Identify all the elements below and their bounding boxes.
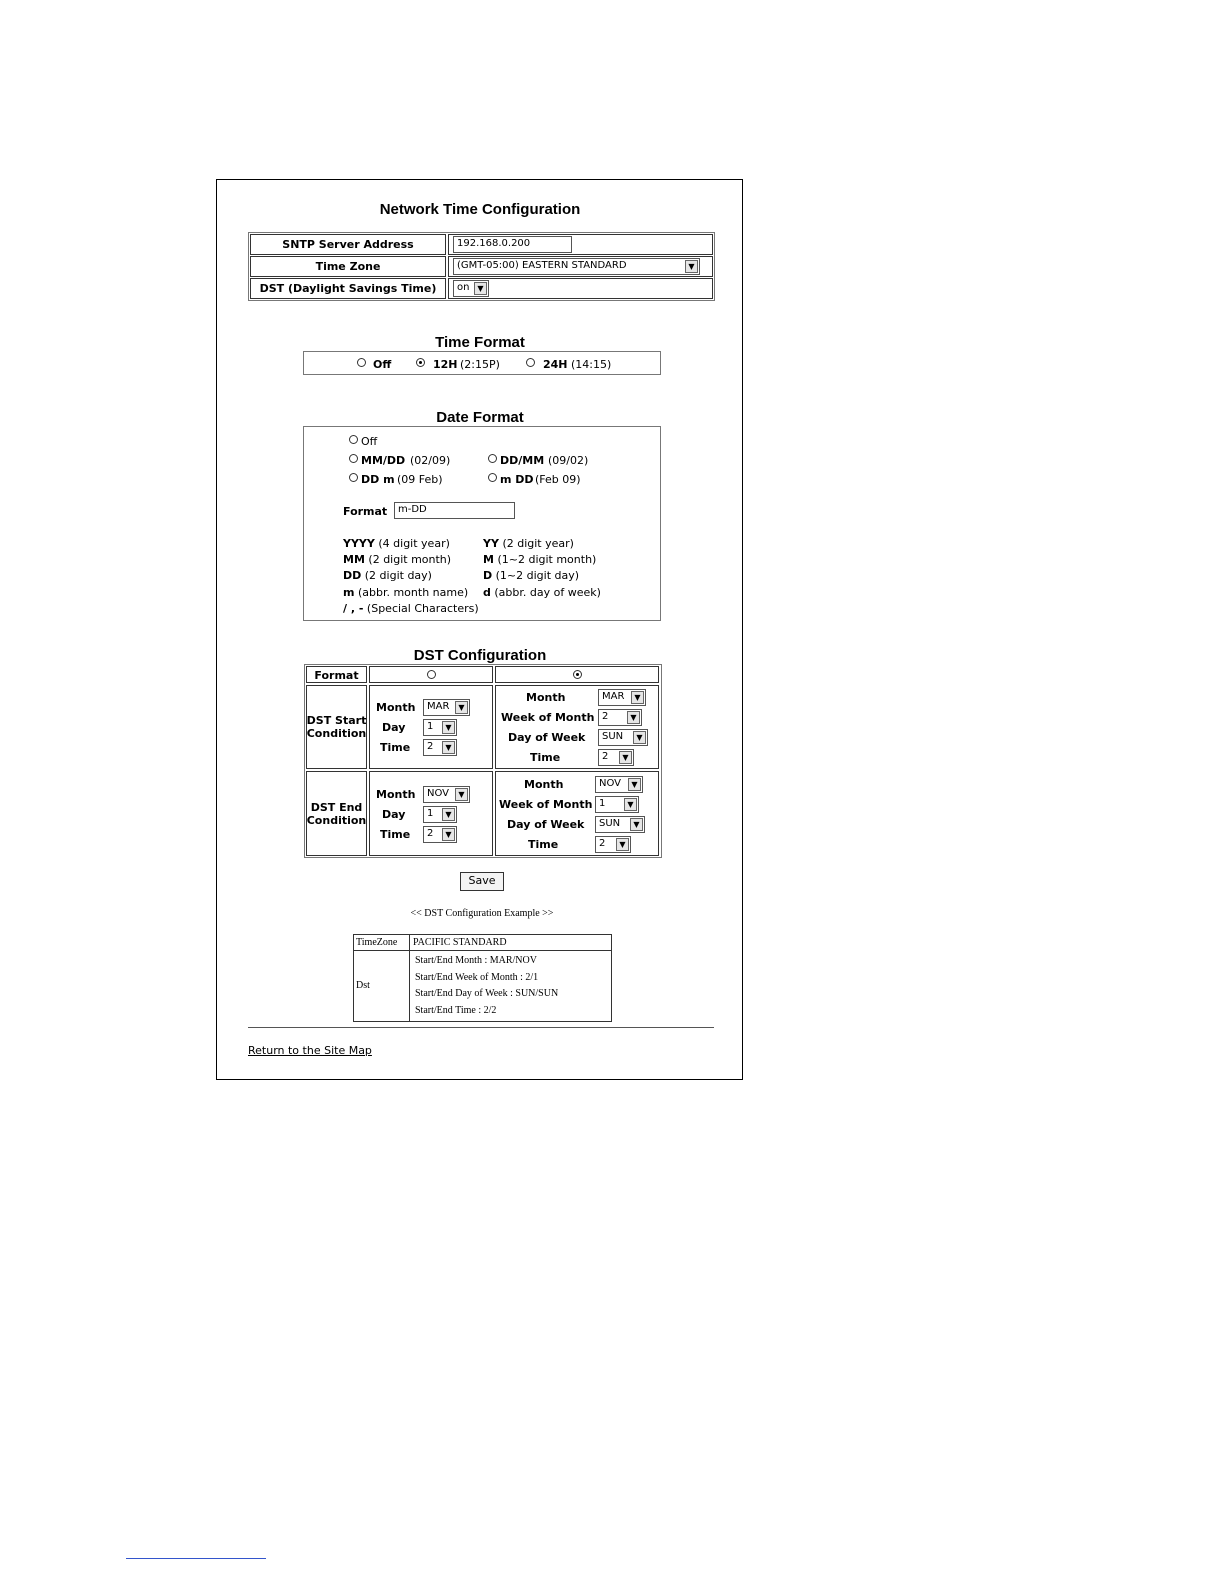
date-format-mmdd-hint: (02/09) [410, 454, 451, 467]
chevron-down-icon: ▼ [442, 741, 455, 754]
legend-yyyy: YYYY (4 digit year) [343, 537, 450, 550]
end-adv-week-label: Week of Month [499, 798, 593, 811]
end-simple-day-value: 1 [427, 808, 434, 819]
legend-dd: DD (2 digit day) [343, 569, 432, 582]
date-format-ddmm-radio[interactable] [488, 454, 497, 463]
end-adv-week-select[interactable] [595, 796, 639, 813]
start-adv-dow-select[interactable] [598, 729, 648, 746]
date-format-ddmm-hint: (09/02) [548, 454, 589, 467]
end-simple-month-label: Month [376, 788, 416, 801]
end-adv-time-select[interactable] [595, 836, 631, 853]
chevron-down-icon: ▼ [630, 818, 643, 831]
start-adv-time-value: 2 [602, 751, 609, 762]
start-adv-time-label: Time [530, 751, 561, 764]
dst-label: DST (Daylight Savings Time) [259, 282, 437, 295]
end-adv-month-value: NOV [599, 778, 622, 789]
end-adv-month-label: Month [524, 778, 564, 791]
end-simple-day-select[interactable] [423, 806, 457, 823]
legend-m: M (1~2 digit month) [483, 553, 597, 566]
date-format-ddm-radio[interactable] [349, 473, 358, 482]
legend-d-abbr: d (abbr. day of week) [483, 586, 601, 599]
time-format-24h-radio[interactable] [526, 358, 535, 367]
end-simple-time-select[interactable] [423, 826, 457, 843]
start-simple-time-value: 2 [427, 741, 434, 752]
legend-d: D (1~2 digit day) [483, 569, 580, 582]
end-adv-dow-label: Day of Week [507, 818, 585, 831]
return-to-site-map-link[interactable]: Return to the Site Map [248, 1044, 372, 1057]
dst-select-value: on [457, 282, 470, 293]
date-format-mmdd-label: MM/DD [361, 454, 406, 467]
end-simple-day-label: Day [382, 808, 406, 821]
start-simple-day-value: 1 [427, 721, 434, 732]
start-adv-week-select[interactable] [598, 709, 642, 726]
chevron-down-icon: ▼ [685, 260, 698, 273]
date-format-off-label: Off [361, 435, 378, 448]
legend-m-abbr: m (abbr. month name) [343, 586, 469, 599]
start-simple-month-value: MAR [427, 701, 450, 712]
time-format-12h-hint: (2:15P) [460, 358, 500, 371]
end-simple-time-label: Time [380, 828, 411, 841]
legend-yy: YY (2 digit year) [483, 537, 574, 550]
end-adv-dow-select[interactable] [595, 816, 645, 833]
date-format-input[interactable]: m-DD [394, 502, 515, 519]
dst-end-label-2: Condition [306, 814, 367, 827]
start-adv-dow-value: SUN [602, 731, 624, 742]
chevron-down-icon: ▼ [455, 788, 468, 801]
start-adv-dow-label: Day of Week [508, 731, 586, 744]
save-button[interactable]: Save [460, 872, 504, 891]
chevron-down-icon: ▼ [442, 828, 455, 841]
start-simple-day-select[interactable] [423, 719, 457, 736]
dst-config-heading: DST Configuration [413, 647, 547, 664]
chevron-down-icon: ▼ [442, 721, 455, 734]
start-simple-month-select[interactable] [423, 699, 470, 716]
end-adv-time-value: 2 [599, 838, 606, 849]
time-format-off-radio[interactable] [357, 358, 366, 367]
date-format-off-radio[interactable] [349, 435, 358, 444]
date-format-heading: Date Format [436, 409, 524, 426]
chevron-down-icon: ▼ [619, 751, 632, 764]
chevron-down-icon: ▼ [633, 731, 646, 744]
end-simple-month-value: NOV [427, 788, 450, 799]
dst-select[interactable] [453, 280, 489, 297]
date-format-mdd-label: m DD [500, 473, 534, 486]
end-adv-month-select[interactable] [595, 776, 643, 793]
date-format-mdd-radio[interactable] [488, 473, 497, 482]
dst-start-label-2: Condition [306, 727, 367, 740]
time-format-24h-label: 24H [543, 358, 568, 371]
timezone-select[interactable] [453, 258, 700, 275]
chevron-down-icon: ▼ [455, 701, 468, 714]
time-format-heading: Time Format [435, 334, 525, 351]
date-format-ddm-label: DD m [361, 473, 395, 486]
start-adv-week-value: 2 [602, 711, 609, 722]
date-format-mdd-hint: (Feb 09) [535, 473, 581, 486]
page-title: Network Time Configuration [379, 201, 581, 218]
end-simple-month-select[interactable] [423, 786, 470, 803]
start-adv-week-label: Week of Month [501, 711, 595, 724]
chevron-down-icon: ▼ [616, 838, 629, 851]
date-format-ddmm-label: DD/MM [500, 454, 545, 467]
end-adv-time-label: Time [528, 838, 559, 851]
chevron-down-icon: ▼ [631, 691, 644, 704]
legend-special: / , - (Special Characters) [343, 602, 479, 615]
start-adv-month-value: MAR [602, 691, 625, 702]
start-simple-time-label: Time [380, 741, 411, 754]
example-line-2: Start/End Week of Month : 2/1 [415, 972, 539, 983]
example-line-1: Start/End Month : MAR/NOV [415, 955, 537, 966]
dst-advanced-radio[interactable] [573, 670, 582, 679]
start-adv-time-select[interactable] [598, 749, 634, 766]
timezone-select-value: (GMT-05:00) EASTERN STANDARD [457, 260, 627, 271]
date-format-field-label: Format [343, 505, 388, 518]
time-format-24h-hint: (14:15) [571, 358, 612, 371]
example-tz-value: PACIFIC STANDARD [413, 937, 507, 948]
start-adv-month-label: Month [526, 691, 566, 704]
end-simple-time-value: 2 [427, 828, 434, 839]
footer-divider [248, 1027, 714, 1028]
sntp-label: SNTP Server Address [282, 238, 414, 251]
dst-format-label: Format [314, 669, 359, 682]
time-format-12h-label: 12H [433, 358, 458, 371]
example-heading: << DST Configuration Example >> [410, 908, 554, 919]
timezone-label: Time Zone [315, 260, 381, 273]
chevron-down-icon: ▼ [628, 778, 641, 791]
example-tz-label: TimeZone [356, 937, 398, 948]
end-adv-week-value: 1 [599, 798, 606, 809]
example-line-4: Start/End Time : 2/2 [415, 1005, 497, 1016]
time-format-12h-radio[interactable] [416, 358, 425, 367]
start-adv-month-select[interactable] [598, 689, 646, 706]
start-simple-time-select[interactable] [423, 739, 457, 756]
dst-simple-radio[interactable] [427, 670, 436, 679]
date-format-mmdd-radio[interactable] [349, 454, 358, 463]
dst-end-label-1: DST End [310, 801, 363, 814]
footnote-rule [126, 1558, 266, 1559]
start-simple-month-label: Month [376, 701, 416, 714]
time-format-off-label: Off [373, 358, 392, 371]
chevron-down-icon: ▼ [624, 798, 637, 811]
legend-mm: MM (2 digit month) [343, 553, 452, 566]
example-line-3: Start/End Day of Week : SUN/SUN [415, 988, 559, 999]
chevron-down-icon: ▼ [442, 808, 455, 821]
chevron-down-icon: ▼ [627, 711, 640, 724]
example-dst-label: Dst [356, 980, 370, 991]
chevron-down-icon: ▼ [474, 282, 487, 295]
sntp-server-input[interactable]: 192.168.0.200 [453, 236, 572, 253]
date-format-ddm-hint: (09 Feb) [397, 473, 443, 486]
dst-start-label-1: DST Start [306, 714, 367, 727]
end-adv-dow-value: SUN [599, 818, 621, 829]
start-simple-day-label: Day [382, 721, 406, 734]
